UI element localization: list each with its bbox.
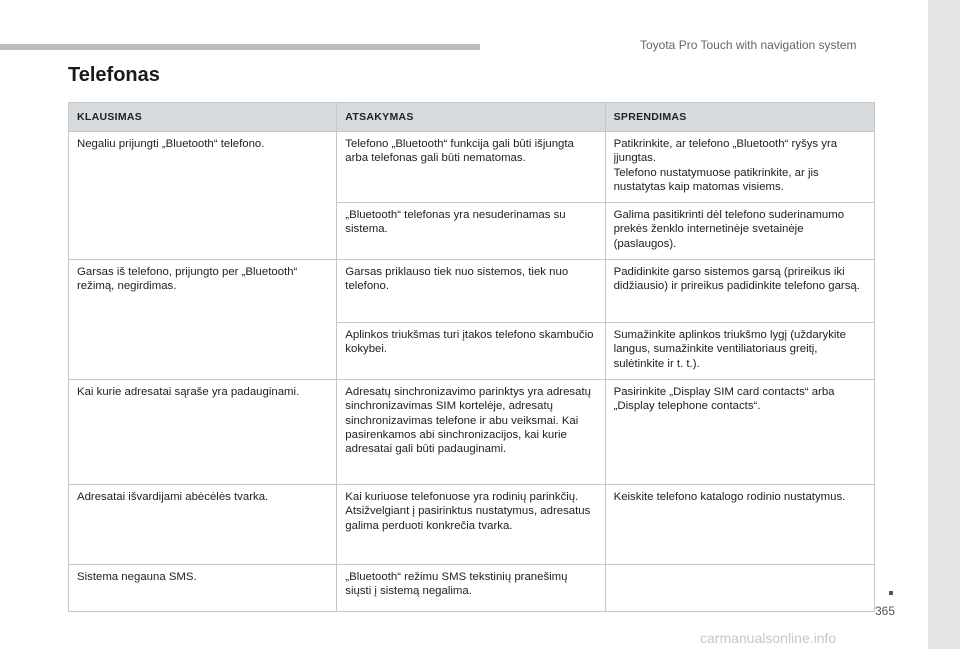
table-row — [69, 260, 875, 323]
page-number: 365 — [875, 604, 896, 618]
side-strip — [928, 0, 960, 649]
answer-cell: Kai kuriuose telefonuose yra rodinių parinkčių. Atsižvelgiant į pasirinktus nustatymus, adresatus galima perduoti konkrečia tvarka. — [337, 484, 605, 564]
answer-cell: Aplinkos triukšmas turi įtakos telefono skambučio kokybei. — [337, 323, 605, 380]
solution-text: Patikrinkite, ar telefono „Bluetooth“ ryšys yra įjungtas. Telefono nustatymuose patikrinkite, ar jis nustatytas kaip matomas visiems. — [613, 138, 838, 193]
faq-table — [68, 102, 875, 612]
question-cell: Garsas iš telefono, prijungto per „Bluetooth“ režimą, negirdimas. — [69, 260, 337, 380]
answer-cell: Adresatų sinchronizavimo parinktys yra adresatų sinchronizavimas SIM kortelėje, adresatų sinchronizavimas telefone ir abu veiksmai. Kai pasirenkamos abi sinchronizacijos, kai kurie adresatai gali būti padauginami. — [337, 379, 605, 484]
answer-cell: „Bluetooth“ telefonas yra nesuderinamas su sistema. — [337, 203, 605, 260]
solution-cell: Pasirinkite „Display SIM card contacts“ arba „Display telephone contacts“. — [605, 379, 874, 484]
solution-cell: Galima pasitikrinti dėl telefono suderinamumo prekės ženklo internetinėje svetainėje (paslaugos). — [605, 203, 874, 260]
header-title: Toyota Pro Touch with navigation system — [640, 38, 857, 52]
header-solution: SPRENDIMAS — [605, 103, 874, 132]
header-bar — [0, 44, 480, 50]
question-cell: Kai kurie adresatai sąraše yra padauginami. — [69, 379, 337, 484]
solution-cell: Keiskite telefono katalogo rodinio nustatymus. — [605, 484, 874, 564]
table-header-row — [69, 103, 875, 132]
answer-cell: Garsas priklauso tiek nuo sistemos, tiek nuo telefono. — [337, 260, 605, 323]
solution-cell: Sumažinkite aplinkos triukšmo lygį (uždarykite langus, sumažinkite ventiliatoriaus greitį, sulėtinkite ir t. t.). — [605, 323, 874, 380]
answer-cell: Telefono „Bluetooth“ funkcija gali būti išjungta arba telefonas gali būti nematomas. — [337, 132, 605, 203]
table-row — [69, 379, 875, 484]
question-cell: Sistema negauna SMS. — [69, 564, 337, 611]
question-cell: Adresatai išvardijami abėcėlės tvarka. — [69, 484, 337, 564]
section-marker — [889, 591, 893, 595]
header-answer: ATSAKYMAS — [337, 103, 605, 132]
table-row — [69, 564, 875, 611]
solution-cell — [605, 132, 874, 203]
question-cell: Negaliu prijungti „Bluetooth“ telefono. — [69, 132, 337, 260]
solution-cell: Padidinkite garso sistemos garsą (prireikus iki didžiausio) ir prireikus padidinkite telefono garsą. — [605, 260, 874, 323]
table-row — [69, 484, 875, 564]
solution-cell — [605, 564, 874, 611]
header-question: KLAUSIMAS — [69, 103, 337, 132]
faq-table-container — [68, 102, 875, 612]
table-row — [69, 132, 875, 203]
watermark: carmanualsonline.info — [700, 630, 837, 646]
answer-cell: „Bluetooth“ režimu SMS tekstinių pranešimų siųsti į sistemą negalima. — [337, 564, 605, 611]
page-title: Telefonas — [68, 64, 160, 86]
